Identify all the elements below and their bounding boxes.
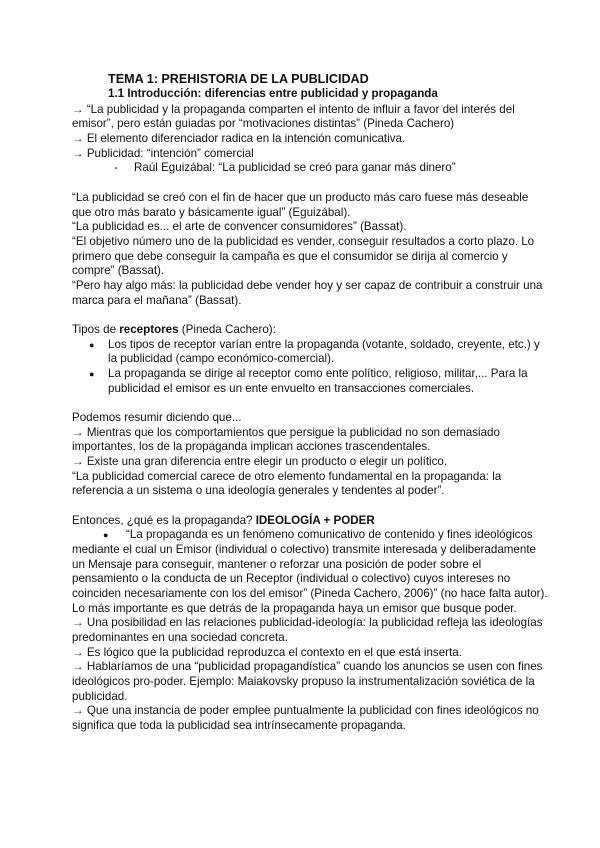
receptores-heading: Tipos de receptores (Pineda Cachero):	[72, 323, 276, 336]
text-line: que otro más barato y básicamente igual” (Eguizábal).	[72, 206, 351, 219]
text-line: → Es lógico que la publicidad reproduzca el contexto en el que está inserta.	[72, 646, 462, 659]
text-line: → Que una instancia de poder emplee puntualmente la publicidad con fines ideológicos no	[72, 704, 539, 717]
text-line: referencia a un sistema o una ideología generales y tendentes al poder”.	[72, 484, 445, 497]
text-line: ideológicos pro-poder. Ejemplo: Maiakovsky propuso la instrumentalización soviética de la	[72, 675, 535, 688]
text-line: “Pero hay algo más: la publicidad debe vender hoy y ser capaz de contribuir a construir una	[72, 279, 543, 292]
bullet-icon: ●	[89, 340, 95, 350]
text-line: Los tipos de receptor varían entre la propaganda (votante, soldado, creyente, etc.) y	[108, 338, 540, 351]
text-line: “El objetivo número uno de la publicidad es vender, conseguir resultados a corto plazo. Lo	[72, 235, 535, 248]
text-line: → Hablaríamos de una “publicidad propagandística” cuando los anuncios se usen con fines	[72, 660, 543, 673]
text-line: “La publicidad comercial carece de otro elemento fundamental en la propaganda: la	[72, 470, 502, 483]
text-line: → Publicidad: “intención” comercial	[72, 147, 254, 160]
text-line: Lo más importante es que detrás de la propaganda haya un emisor que busque poder.	[72, 602, 517, 615]
text-line: pensamiento o la conducta de un Receptor (individual o colectivo) cuyos intereses no	[72, 572, 511, 585]
text-line: La propaganda se dirige al receptor como ente político, religioso, militar,... Para la	[108, 367, 528, 380]
text-line: “La publicidad se creó con el fin de hacer que un producto más caro fuese más deseable	[72, 191, 529, 204]
text-line: “La propaganda es un fenómeno comunicativo de contenido y fines ideológicos	[126, 528, 533, 541]
section-subtitle: 1.1 Introducción: diferencias entre publicidad y propaganda	[108, 87, 438, 100]
text-line: importantes, los de la propaganda implican acciones trascendentales.	[72, 440, 431, 453]
bullet-icon: ●	[89, 369, 95, 379]
text-line: → “La publicidad y la propaganda comparten el intento de influir a favor del interés del	[72, 103, 515, 116]
text-line: Podemos resumir diciendo que...	[72, 411, 242, 424]
text-line: predominantes en una sociedad concreta.	[72, 631, 288, 644]
text-line: compre” (Bassat).	[72, 264, 165, 277]
text-line: Raúl Eguizábal: “La publicidad se creó para ganar más dinero”	[134, 161, 456, 174]
text-line: primero que debe conseguir la campaña es que el consumidor se dirija al comercio y	[72, 250, 508, 263]
text-line: → Existe una gran diferencia entre elegir un producto o elegir un político.	[72, 455, 448, 468]
text-line: un Mensaje para conseguir, mantener o reforzar una posición de poder sobre el	[72, 558, 482, 571]
dash-marker: -	[114, 161, 118, 174]
text-line: mediante el cual un Emisor (individual o colectivo) transmite interesada y deliberadamente	[72, 543, 536, 556]
text-line: coinciden necesariamente con los del emisor” (Pineda Cachero, 2006)” (no hace falta autor).	[72, 587, 548, 600]
text-line: “La publicidad es... el arte de convencer consumidores” (Bassat).	[72, 220, 407, 233]
page-title: TEMA 1: PREHISTORIA DE LA PUBLICIDAD	[108, 72, 369, 86]
text-line: publicidad.	[72, 690, 128, 703]
text-line: publicidad el emisor es un ente envuelto en transacciones comerciales.	[108, 382, 475, 395]
text-line: significa que toda la publicidad sea intrínsecamente propaganda.	[72, 719, 406, 732]
text-line: la publicidad (campo económico-comercial).	[108, 352, 335, 365]
bullet-icon: ●	[103, 530, 109, 540]
text-line: → Una posibilidad en las relaciones publicidad-ideología: la publicidad refleja las ideologías	[72, 616, 543, 629]
text-line: marca para el mañana” (Bassat).	[72, 294, 242, 307]
text-line: → Mientras que los comportamientos que persigue la publicidad no son demasiado	[72, 426, 500, 439]
propaganda-question: Entonces, ¿qué es la propaganda? IDEOLOGÍA + PODER	[72, 514, 375, 527]
text-line: emisor”, pero están guiadas por “motivaciones distintas” (Pineda Cachero)	[72, 117, 455, 130]
text-line: → El elemento diferenciador radica en la intención comunicativa.	[72, 132, 406, 145]
